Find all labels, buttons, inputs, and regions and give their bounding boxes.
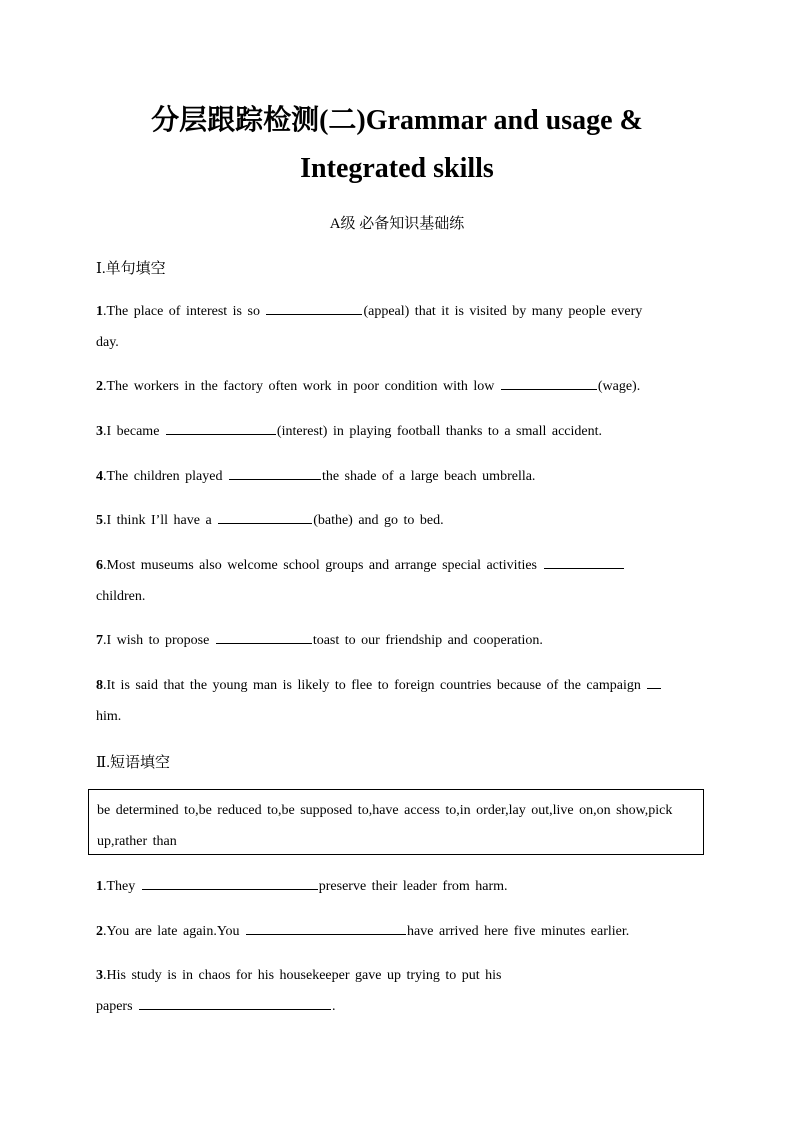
- question-text: have arrived here five minutes earlier.: [407, 924, 630, 939]
- answer-blank[interactable]: [229, 465, 321, 480]
- question-number: 5: [96, 513, 103, 528]
- answer-blank[interactable]: [139, 995, 331, 1010]
- question-text: .I became: [103, 424, 165, 439]
- question-text: .The children played: [103, 469, 228, 484]
- question-text: .They: [103, 879, 141, 894]
- answer-blank[interactable]: [142, 875, 318, 890]
- question-text: .His study is in chaos for his housekeeper gave up trying to put his: [103, 968, 502, 983]
- question-4: [96, 461, 706, 492]
- question-number: 2: [96, 379, 103, 394]
- question-text: (wage).: [597, 379, 641, 394]
- answer-blank[interactable]: [647, 674, 661, 689]
- question-text: .The place of interest is so: [103, 304, 266, 319]
- question-2: [96, 371, 706, 402]
- question-number: 2: [96, 924, 103, 939]
- answer-blank[interactable]: [218, 509, 312, 524]
- phrase-box: be determined to,be reduced to,be supposed to,have access to,in order,lay out,live on,on show,pick up,rather than: [88, 789, 704, 855]
- question-text: papers: [96, 999, 139, 1014]
- page-title-line1: 分层跟踪检测(二)Grammar and usage &: [151, 105, 643, 136]
- question-number: 3: [96, 424, 103, 439]
- question-text: (interest) in playing football thanks to a small accident.: [276, 424, 603, 439]
- question-7: [96, 625, 706, 656]
- question-number: 1: [96, 304, 103, 319]
- question-text: .I think I’ll have a: [103, 513, 218, 528]
- phrase-question-3: [96, 960, 706, 1022]
- answer-blank[interactable]: [166, 420, 276, 435]
- question-3: [96, 416, 706, 447]
- question-number: 6: [96, 558, 103, 573]
- question-5: [96, 505, 706, 536]
- question-text: the shade of a large beach umbrella.: [321, 469, 536, 484]
- question-text: .It is said that the young man is likely to flee to foreign countries because of the campaign: [103, 678, 647, 693]
- question-number: 8: [96, 678, 103, 693]
- question-number: 1: [96, 879, 103, 894]
- question-text: day.: [96, 335, 119, 350]
- section-1-heading: Ⅰ.单句填空: [96, 261, 166, 277]
- question-number: 4: [96, 469, 103, 484]
- answer-blank[interactable]: [216, 629, 312, 644]
- question-text: .I wish to propose: [103, 633, 215, 648]
- question-text: toast to our friendship and cooperation.: [312, 633, 543, 648]
- question-text: preserve their leader from harm.: [318, 879, 508, 894]
- question-text: him.: [96, 709, 122, 724]
- question-text: .You are late again.You: [103, 924, 246, 939]
- answer-blank[interactable]: [544, 554, 624, 569]
- question-6: [96, 550, 706, 612]
- question-number: 7: [96, 633, 103, 648]
- question-1: [96, 296, 706, 358]
- answer-blank[interactable]: [501, 375, 597, 390]
- question-number: 3: [96, 968, 103, 983]
- question-text: .The workers in the factory often work in poor condition with low: [103, 379, 500, 394]
- question-text: (bathe) and go to bed.: [313, 513, 444, 528]
- answer-blank[interactable]: [266, 300, 362, 315]
- question-8: [96, 670, 706, 732]
- section-2-heading: Ⅱ.短语填空: [96, 755, 170, 771]
- question-text: (appeal) that it is visited by many people every: [363, 304, 643, 319]
- question-text: .Most museums also welcome school groups and arrange special activities: [103, 558, 543, 573]
- level-heading: A级 必备知识基础练: [329, 216, 465, 232]
- question-text: children.: [96, 589, 146, 604]
- phrase-question-2: [96, 916, 706, 947]
- answer-blank[interactable]: [246, 920, 406, 935]
- phrase-question-1: [96, 871, 706, 902]
- page-title-line2: Integrated skills: [300, 153, 494, 184]
- question-text: .: [332, 999, 336, 1014]
